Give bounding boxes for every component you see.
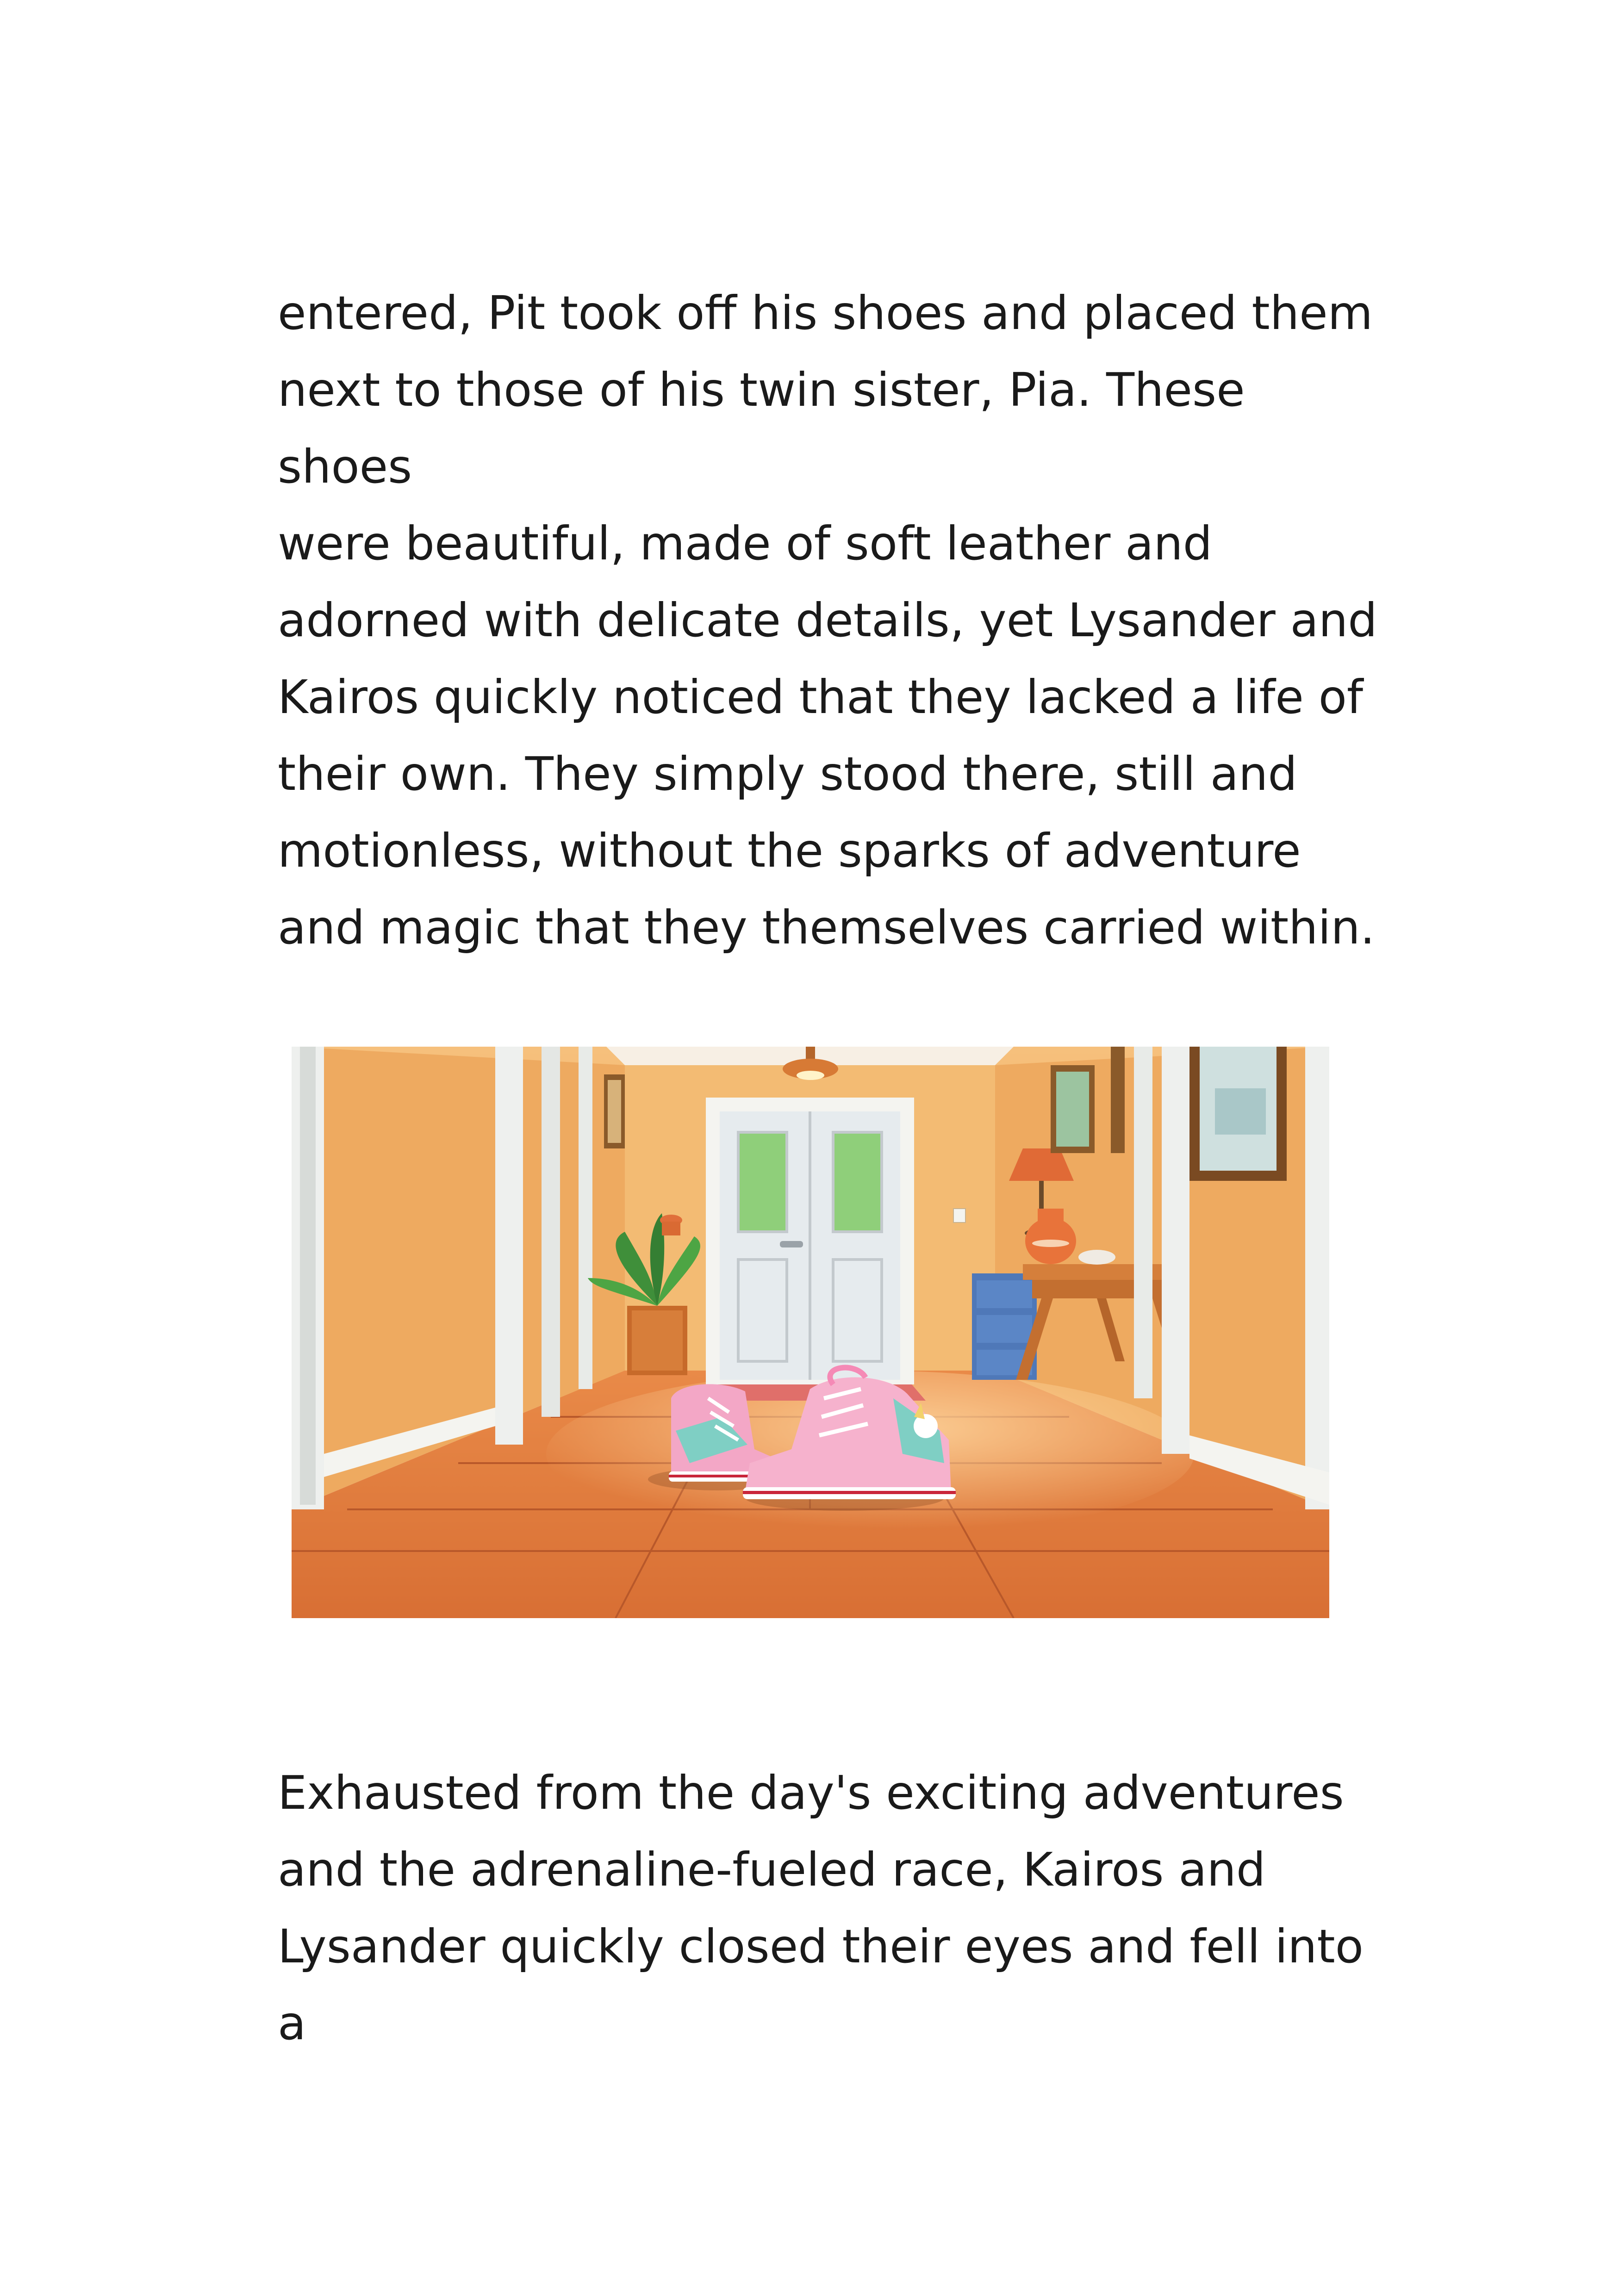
front-door — [706, 1098, 914, 1384]
vase-icon — [660, 1215, 682, 1235]
picture-frame-icon — [604, 1074, 625, 1148]
body-paragraph: entered, Pit took off his shoes and placed them next to those of his twin sister, Pia. These shoes were beautiful, made of soft leather and adorned with delicate details, yet Lysander and Kairos quickly noticed that they lacked a life of their own. They simply stood there, still and motionless, without the sparks of adventure and magic that they themselves carried within. — [278, 286, 1377, 955]
body-paragraph-continued: Exhausted from the day's exciting adventures and the adrenaline-fueled race, Kairos and Lysander quickly closed their eyes and fell into a — [278, 1766, 1364, 2050]
mirror-icon — [1189, 1047, 1287, 1181]
light-switch — [953, 1209, 965, 1222]
hallway-sneakers-illustration — [292, 1047, 1329, 1618]
